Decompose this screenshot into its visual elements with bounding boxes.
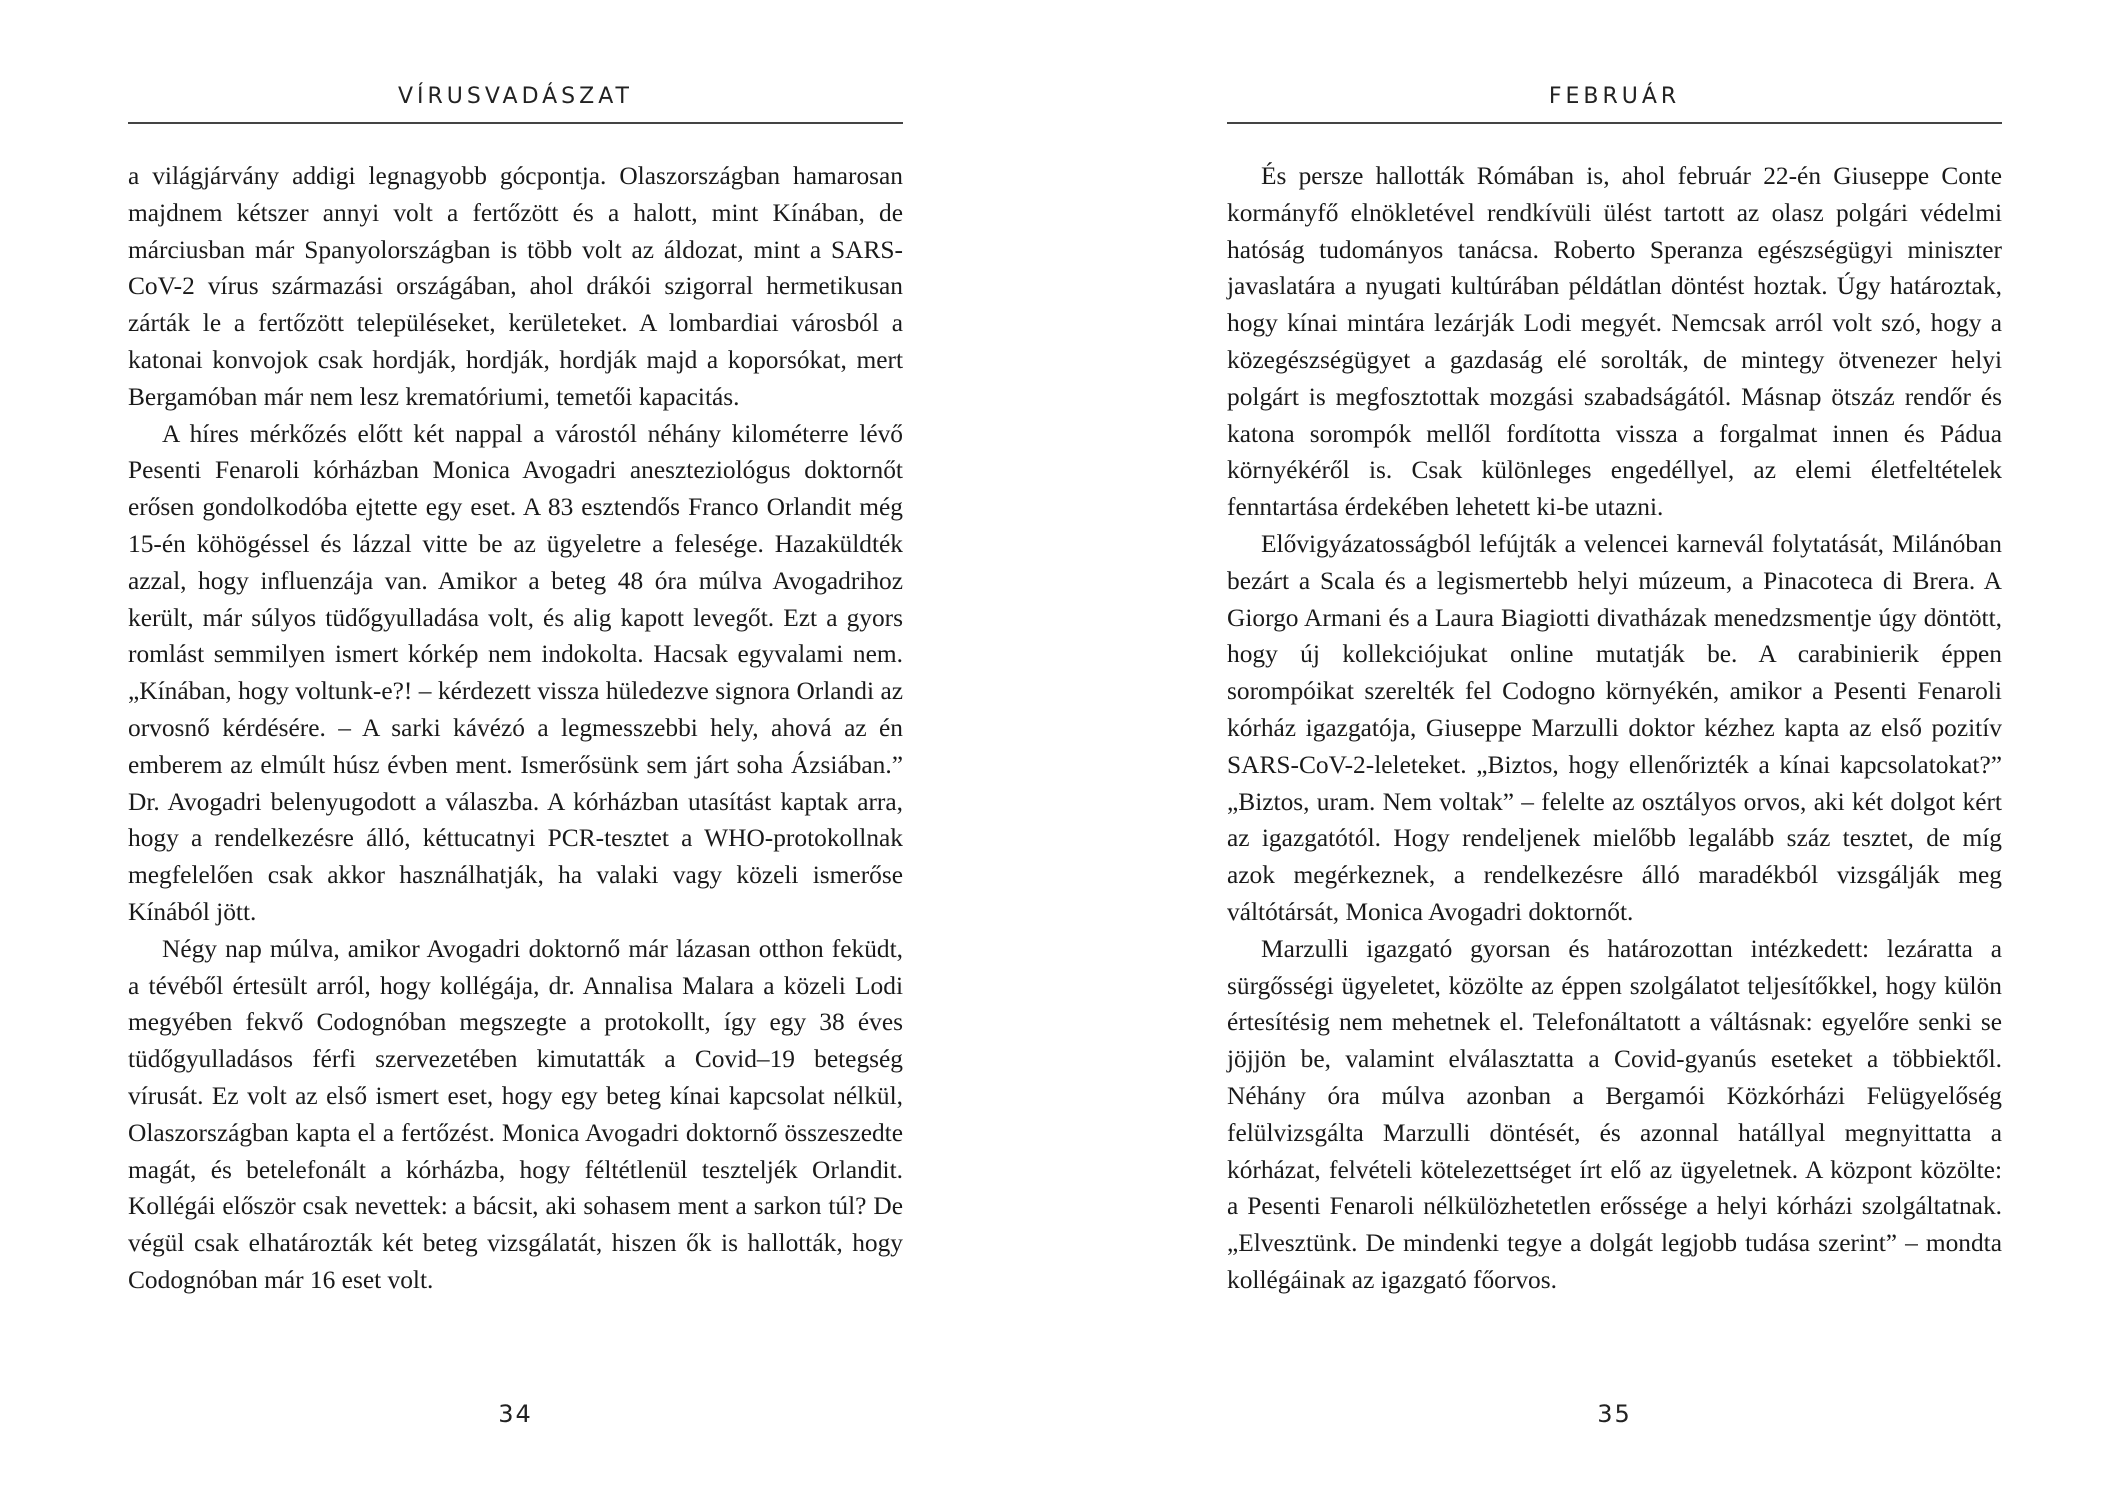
running-head-left: VÍRUSVADÁSZAT xyxy=(397,84,633,109)
left-page xyxy=(128,0,903,1500)
paragraph: Négy nap múlva, amikor Avogadri doktornő már lázasan otthon feküdt, a tévéből értesült arról, hogy kollégája, dr. Annalisa Malara a közeli Lodi megyében fekvő Codognóban megszegte a protokollt, így egy 38 éves tüdőgyulladásos férfi szervezetében kimutatták a Covid–19 betegség vírusát. Ez volt az első ismert eset, hogy egy beteg kínai kapcsolat nélkül, Olaszországban kapta el a fertőzést. Monica Avogadri doktornő összeszedte magát, és betelefonált a kórházba, hogy féltétlenül teszteljék Orlandit. Kollégái először csak nevettek: a bácsit, aki sohasem ment a sarkon túl? De végül csak elhatározták két beteg vizsgálatát, hiszen ők is hallották, hogy Codognóban már 16 eset volt. xyxy=(128,934,903,1294)
body-text-right xyxy=(1227,158,2002,1299)
right-page xyxy=(1227,0,2002,1500)
paragraph: Marzulli igazgató gyorsan és határozottan intézkedett: lezáratta a sürgősségi ügyeletet, közölte az éppen szolgálatot teljesítőkkel, hogy külön értesítésig nem mehetnek el. Telefonáltatott a váltásnak: egyelőre senki se jöjjön be, valamint elválasztatta a Covid-gyanús eseteket a többiektől. Néhány óra múlva azonban a Bergamói Közkórházi Felügyelőség felülvizsgálta Marzulli döntését, és azonnal hatállyal megnyittatta a kórházat, felvételi kötelezettséget írt elő az ügyeletnek. A központ közölte: a Pesenti Fenaroli nélkülözhetetlen erőssége a helyi kórházi szolgáltatnak. „Elvesztünk. De mindenki tegye a dolgát legjobb tudása szerint” – mondta kollégáinak az igazgató főorvos. xyxy=(1227,934,2002,1294)
paragraph: És persze hallották Rómában is, ahol február 22-én Giuseppe Conte kormányfő elnökletével rendkívüli ülést tartott az olasz polgári védelmi hatóság tudományos tanácsa. Roberto Speranza egészségügyi miniszter javaslatára a nyugati kultúrában példátlan döntést hoztak. Úgy határoztak, hogy kínai mintára lezárják Lodi megyét. Nemcsak arról volt szó, hogy a közegészségügyet a gazdaság elé sorolták, de mintegy ötvenezer helyi polgárt is megfosztottak mozgási szabadságától. Másnap ötszáz rendőr és katona sorompók mellől fordította vissza a forgalmat innen és Pádua környékéről is. Csak különleges engedéllyel, az elemi életfeltételek fenntartása érdekében lehetett ki-be utazni. xyxy=(1227,162,2002,522)
running-head-right: FEBRUÁR xyxy=(1548,84,1681,109)
page-number-right: 35 xyxy=(1597,1400,1632,1428)
paragraph: a világjárvány addigi legnagyobb gócpontja. Olaszországban hamarosan majdnem kétszer annyi volt a fertőzött és a halott, mint Kínában, de márciusban már Spanyolországban is több volt az áldozat, mint a SARS-CoV-2 vírus származási országában, ahol drákói szigorral hermetikusan zárták le a fertőzött településeket, kerületeket. A lombardiai városból a katonai konvojok csak hordják, hordják, hordják majd a koporsókat, mert Bergamóban már nem lesz krematóriumi, temetői kapacitás. xyxy=(128,162,903,411)
page-number-left: 34 xyxy=(498,1400,533,1428)
header-rule-right xyxy=(1227,122,2002,124)
header-rule-left xyxy=(128,122,903,124)
body-text-left xyxy=(128,158,903,1299)
paragraph: Elővigyázatosságból lefújták a velencei karnevál folytatását, Milánóban bezárt a Scala és a legismertebb helyi múzeum, a Pinacoteca di Brera. A Giorgo Armani és a Laura Biagiotti divatházak menedzsmentje úgy döntött, hogy új kollekciójukat online mutatják be. A carabinierik éppen sorompóikat szerelték fel Codogno környékén, amikor a Pesenti Fenaroli kórház igazgatója, Giuseppe Marzulli doktor kézhez kapta az első pozitív SARS-CoV-2-leleteket. „Biztos, hogy ellenőrizték a kínai kapcsolatokat?” „Biztos, uram. Nem voltak” – felelte az osztályos orvos, aki két dolgot kért az igazgatótól. Hogy rendeljenek mielőbb legalább száz tesztet, de míg azok megérkeznek, a rendelkezésre álló maradékból vizsgálják meg váltótársát, Monica Avogadri doktornőt. xyxy=(1227,529,2002,926)
paragraph: A híres mérkőzés előtt két nappal a várostól néhány kilométerre lévő Pesenti Fenaroli kórházban Monica Avogadri aneszteziológus doktornőt erősen gondolkodóba ejtette egy eset. A 83 esztendős Franco Orlandit még 15-én köhögéssel és lázzal vitte be az ügyeletre a felesége. Hazaküldték azzal, hogy influenzája van. Amikor a beteg 48 óra múlva Avogadrihoz került, már súlyos tüdőgyulladása volt, és alig kapott levegőt. Ezt a gyors romlást semmilyen ismert kórkép nem indokolta. Hacsak egyvalami nem. „Kínában, hogy voltunk-e?! – kérdezett vissza hüledezve signora Orlandi az orvosnő kérdésére. – A sarki kávézó a legmesszebbi hely, ahová az én emberem az elmúlt húsz évben ment. Ismerősünk sem járt soha Ázsiában.” Dr. Avogadri belenyugodott a válaszba. A kórházban utasítást kaptak arra, hogy a rendelkezésre álló, kéttucatnyi PCR-tesztet a WHO-protokollnak megfelelően csak akkor használhatják, ha valaki vagy közeli ismerőse Kínából jött. xyxy=(128,419,903,926)
